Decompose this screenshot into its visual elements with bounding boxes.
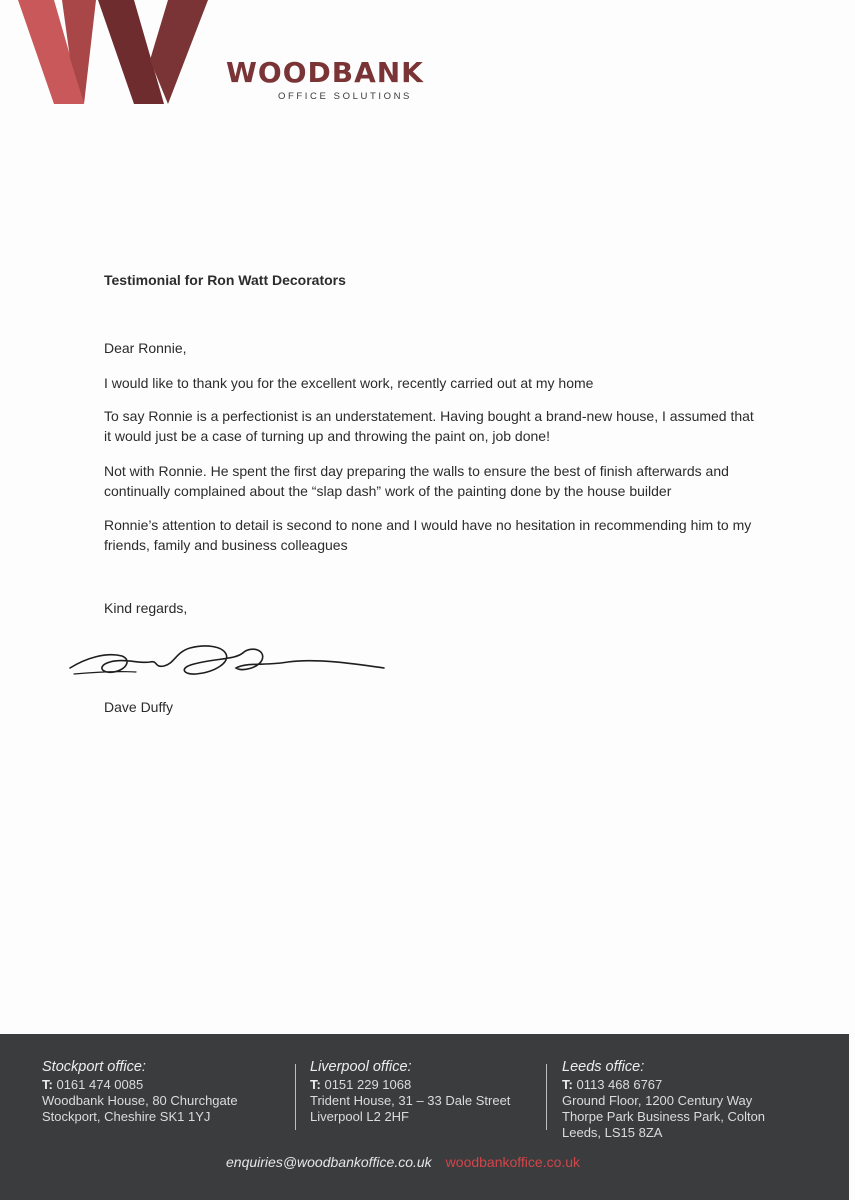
office-leeds [562,1059,765,1141]
paragraph: I would like to thank you for the excellent work, recently carried out at my home [104,375,594,391]
paragraph: To say Ronnie is a perfectionist is an understatement. Having bought a brand-new house, I assumed that it would just be a case of turning up and throwing the paint on, job done! [104,408,754,444]
office-address-line: Stockport, Cheshire SK1 1YJ [42,1109,211,1124]
footer [0,1034,849,1200]
letter-subject: Testimonial for Ron Watt Decorators [104,272,346,288]
office-address-line: Trident House, 31 – 33 Dale Street [310,1093,511,1108]
signer-name: Dave Duffy [104,699,173,715]
office-phone: 0151 229 1068 [324,1077,412,1092]
salutation: Dear Ronnie, [104,340,187,356]
office-address-line: Ground Floor, 1200 Century Way [562,1093,753,1108]
contact-line [226,1154,580,1170]
office-stockport [42,1059,238,1125]
office-title: Leeds office: [562,1059,645,1075]
website-link[interactable]: woodbankoffice.co.uk [445,1154,581,1170]
office-address-line: Leeds, LS15 8ZA [562,1125,663,1140]
footer-divider [295,1064,296,1130]
office-address-line: Liverpool L2 2HF [310,1109,409,1124]
office-phone: 0113 468 6767 [576,1077,663,1092]
phone-label: T: [310,1077,321,1092]
email-link[interactable]: enquiries@woodbankoffice.co.uk [226,1154,432,1170]
closing: Kind regards, [104,600,188,616]
brand-block [226,57,456,102]
woodbank-w-logo-icon [18,0,208,104]
office-title: Stockport office: [42,1059,146,1075]
paragraph: Not with Ronnie. He spent the first day preparing the walls to ensure the best of finish afterwards and continually complained about the “slap dash” work of the painting done by the house builder [104,463,729,499]
paragraph: Ronnie’s attention to detail is second to none and I would have no hesitation in recommending him to my friends, family and business colleagues [104,517,752,553]
office-title: Liverpool office: [310,1059,412,1075]
office-address-line: Woodbank House, 80 Churchgate [42,1093,238,1108]
brand-name: WOODBANK [226,56,424,89]
office-address-line: Thorpe Park Business Park, Colton [562,1109,766,1124]
handwritten-signature-icon [66,638,396,688]
phone-label: T: [562,1077,573,1092]
footer-divider [546,1064,547,1130]
brand-subtitle: OFFICE SOLUTIONS [278,91,412,102]
office-phone: 0161 474 0085 [56,1077,144,1092]
phone-label: T: [42,1077,53,1092]
office-liverpool [310,1059,510,1125]
